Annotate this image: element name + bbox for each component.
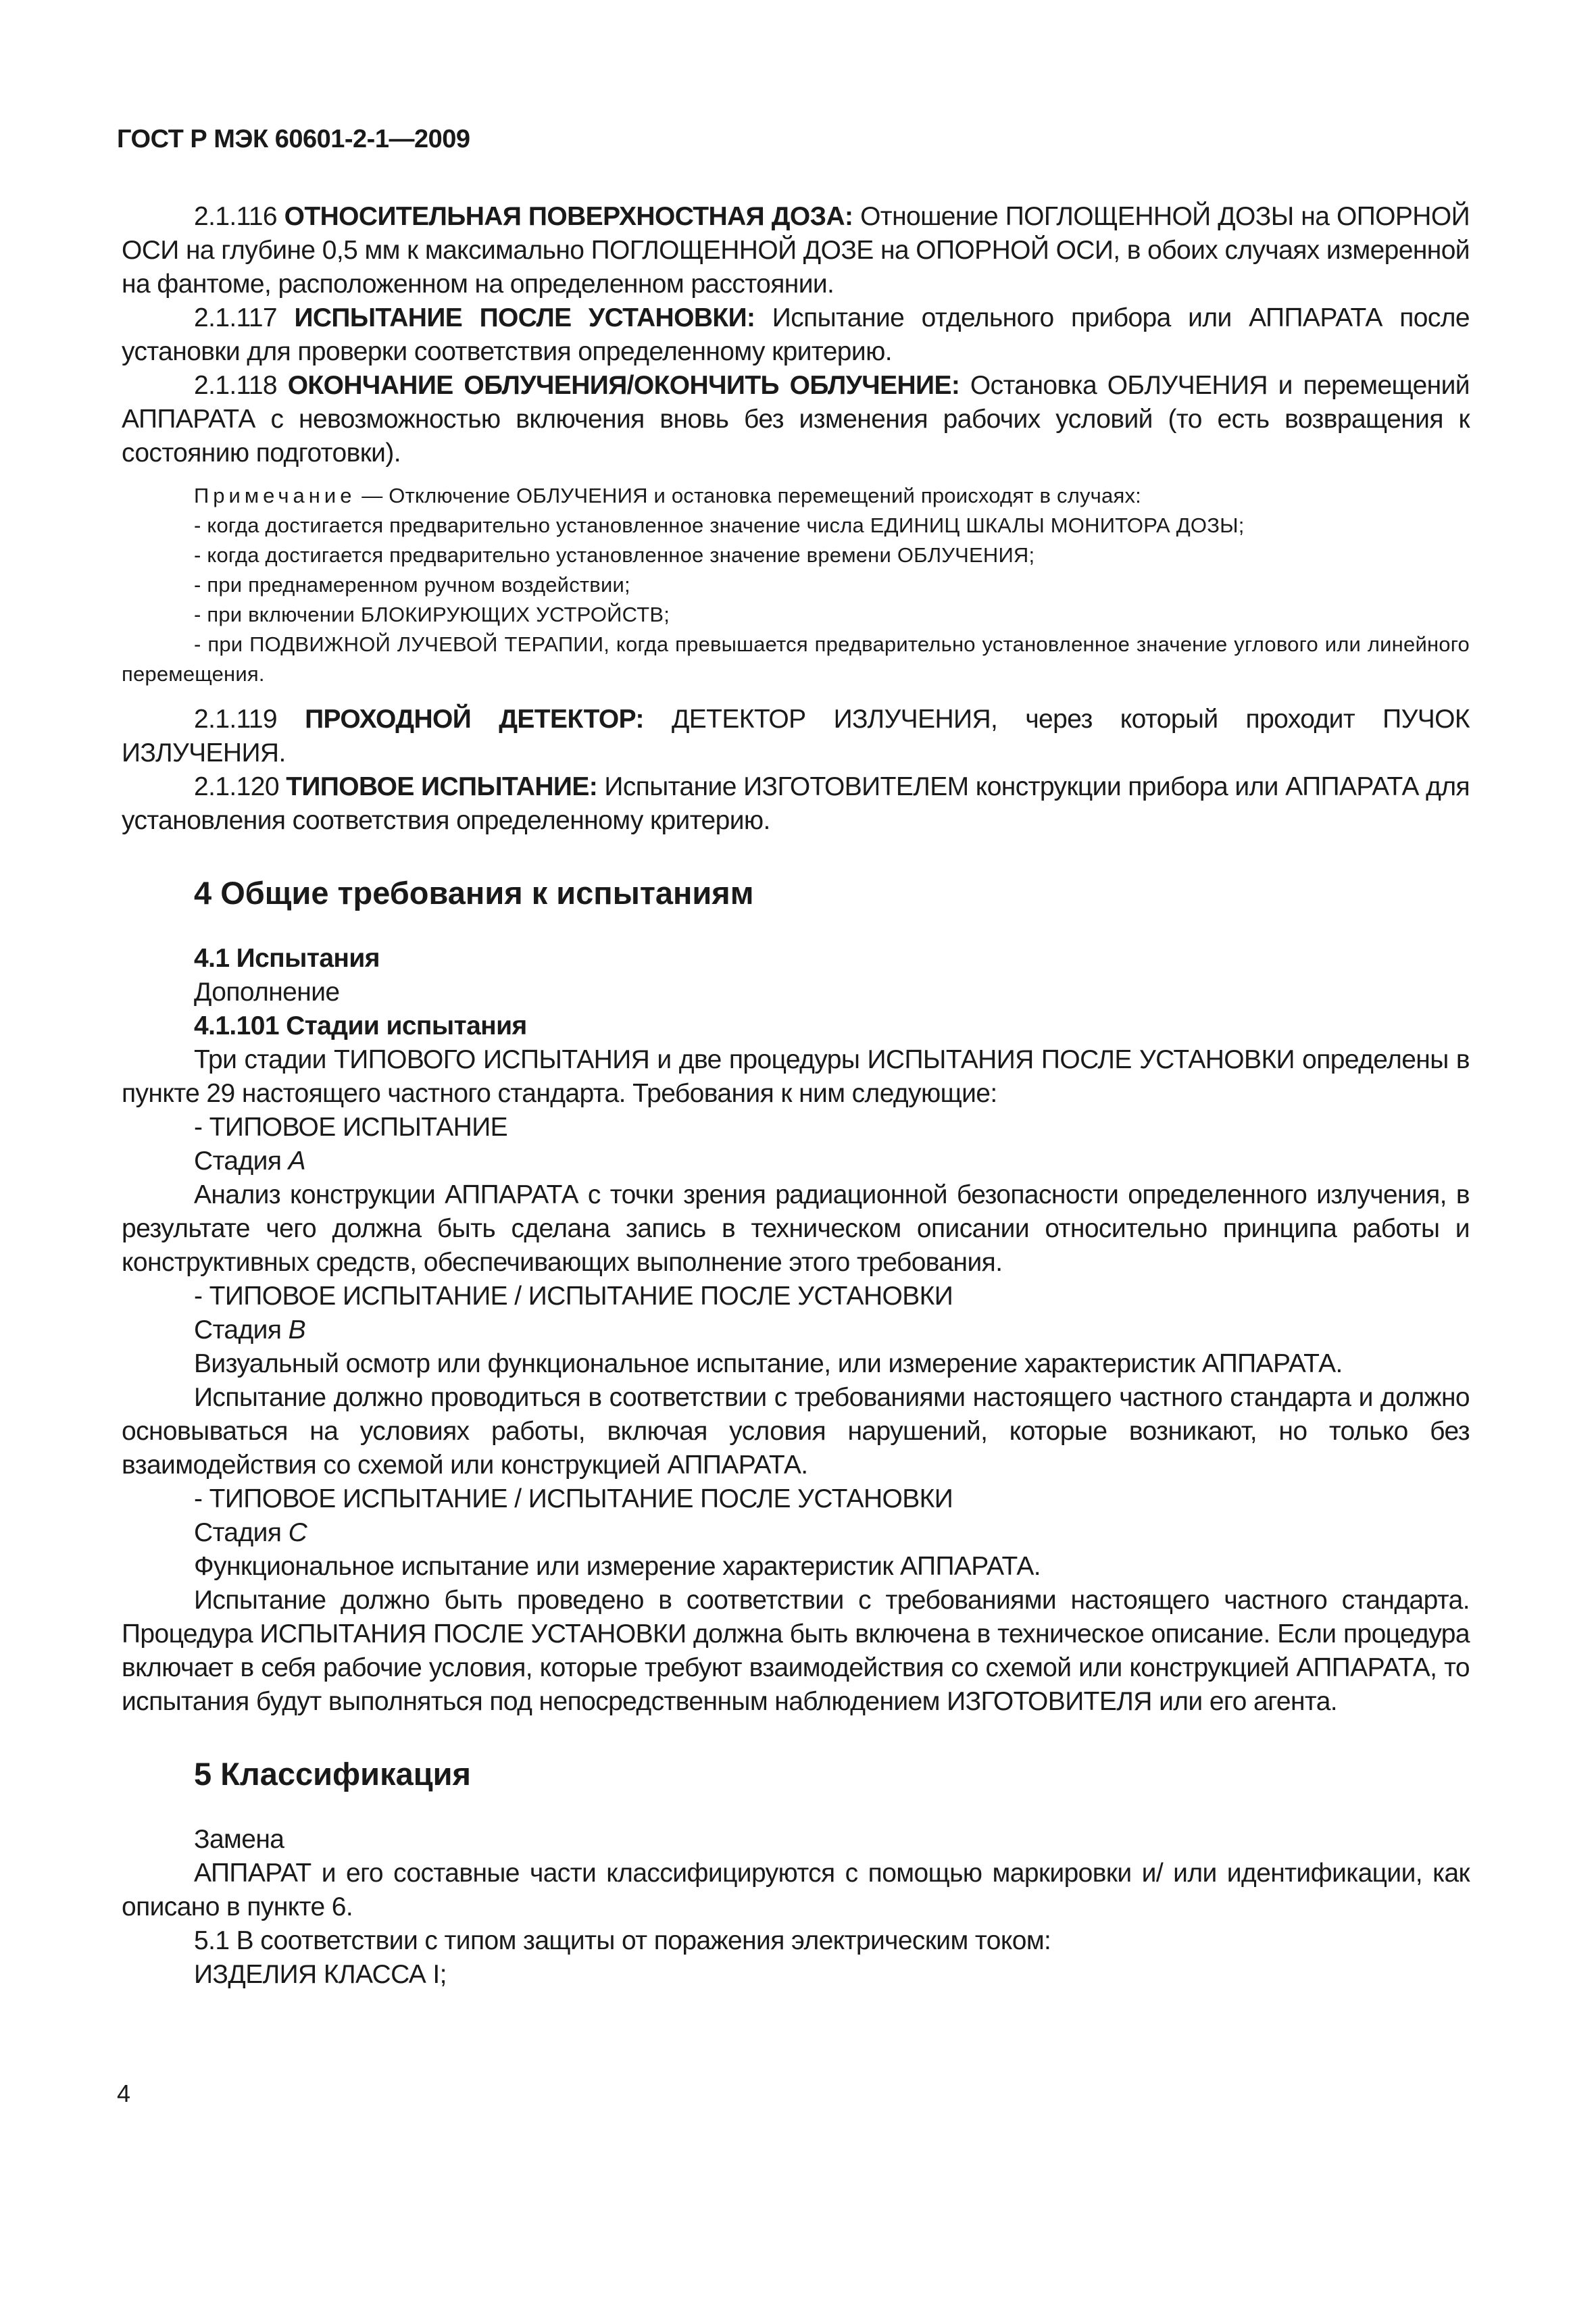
definition-2-1-117 bbox=[122, 301, 1470, 369]
definition-2-1-120 bbox=[122, 770, 1470, 838]
definition-term: ТИПОВОЕ ИСПЫТАНИЕ: bbox=[286, 772, 598, 801]
note-item: - когда достигается предварительно установленное значение числа ЕДИНИЦ ШКАЛЫ МОНИТОРА ДОЗЫ; bbox=[194, 513, 1245, 537]
note-item: - при преднамеренном ручном воздействии; bbox=[194, 573, 630, 597]
subsection-4-1-heading: 4.1 Испытания bbox=[194, 944, 380, 973]
definition-text: ДЕТЕКТОР ИЗЛУЧЕНИЯ, через который проходит ПУЧОК ИЗЛУЧЕНИЯ. bbox=[122, 705, 1470, 768]
definition-term: ПРОХОДНОЙ ДЕТЕКТОР: bbox=[305, 705, 644, 734]
note-block bbox=[122, 481, 1470, 689]
note-item: - при ПОДВИЖНОЙ ЛУЧЕВОЙ ТЕРАПИИ, когда превышается предварительно установленное значение углового или линейного перемещения. bbox=[122, 632, 1470, 686]
stage-a-heading bbox=[122, 1145, 1470, 1178]
definition-number: 2.1.119 bbox=[194, 705, 305, 734]
stage-b-type: - ТИПОВОЕ ИСПЫТАНИЕ / ИСПЫТАНИЕ ПОСЛЕ УСТАНОВКИ bbox=[194, 1282, 953, 1311]
stage-c-text-2: Испытание должно быть проведено в соответствии с требованиями настоящего частного стандарта. Процедура ИСПЫТАНИЯ ПОСЛЕ УСТАНОВКИ должна быть включена в техническое описание. Если процедура включает в себя рабочие условия, которые требуют взаимодействия со схемой или конструкцией АППАРАТА, то испытания будут выполняться под непосредственным наблюдением ИЗГОТОВИТЕЛЯ или его агента. bbox=[122, 1586, 1470, 1716]
stage-label: Стадия bbox=[194, 1315, 289, 1344]
stage-label: Стадия bbox=[194, 1147, 289, 1176]
stage-c-heading bbox=[122, 1516, 1470, 1550]
definition-text: Испытание отдельного прибора или АППАРАТА после установки для проверки соответствия определенному критерию. bbox=[122, 303, 1470, 366]
section-5-replacement: Замена bbox=[194, 1825, 284, 1854]
stage-a-text: Анализ конструкции АППАРАТА с точки зрения радиационной безопасности определенного излучения, в результате чего должна быть сделана запись в техническом описании относительно принципа работы и конструктивных средств, обеспечивающих выполнение этого требования. bbox=[122, 1180, 1470, 1277]
note-item: - при включении БЛОКИРУЮЩИХ УСТРОЙСТВ; bbox=[194, 603, 670, 626]
definition-text: Испытание ИЗГОТОВИТЕЛЕМ конструкции прибора или АППАРАТА для установления соответствия определенному критерию. bbox=[122, 772, 1470, 835]
subsection-4-1-101-heading: 4.1.101 Стадии испытания bbox=[194, 1011, 527, 1040]
stage-b-text-1: Визуальный осмотр или функциональное испытание, или измерение характеристик АППАРАТА. bbox=[194, 1349, 1343, 1378]
definition-number: 2.1.120 bbox=[194, 772, 286, 801]
definition-text: Отношение ПОГЛОЩЕННОЙ ДОЗЫ на ОПОРНОЙ ОСИ на глубине 0,5 мм к максимально ПОГЛОЩЕННОЙ ДОЗЕ на ОПОРНОЙ ОСИ, в обоих случаях измеренной на фантоме, расположенном на определенном расстоянии. bbox=[122, 202, 1470, 299]
definition-2-1-119 bbox=[122, 703, 1470, 770]
note-intro-text: — Отключение ОБЛУЧЕНИЯ и остановка перемещений происходят в случаях: bbox=[355, 484, 1141, 507]
definition-text: Остановка ОБЛУЧЕНИЯ и перемещений АППАРАТА с невозможностью включения вновь без изменения рабочих условий (то есть возвращения к состоянию подготовки). bbox=[122, 371, 1470, 468]
stage-c-text-1: Функциональное испытание или измерение характеристик АППАРАТА. bbox=[194, 1552, 1041, 1581]
definition-2-1-116 bbox=[122, 200, 1470, 301]
stage-a-type: - ТИПОВОЕ ИСПЫТАНИЕ bbox=[194, 1113, 508, 1142]
page-number: 4 bbox=[117, 2080, 131, 2107]
definition-number: 2.1.117 bbox=[194, 303, 295, 332]
stage-letter: В bbox=[288, 1315, 305, 1344]
definition-number: 2.1.116 bbox=[194, 202, 284, 231]
stage-label: Стадия bbox=[194, 1518, 289, 1547]
page-content bbox=[122, 200, 1470, 1992]
note-label: Примечание bbox=[194, 484, 356, 507]
section-4-heading: 4 Общие требования к испытаниям bbox=[194, 875, 754, 911]
definition-2-1-118 bbox=[122, 369, 1470, 470]
section-5-1-class: ИЗДЕЛИЯ КЛАССА I; bbox=[194, 1960, 447, 1989]
definition-number: 2.1.118 bbox=[194, 371, 288, 400]
document-header: ГОСТ Р МЭК 60601-2-1—2009 bbox=[117, 125, 470, 153]
stage-b-text-2: Испытание должно проводиться в соответствии с требованиями настоящего частного стандарта и должно основываться на условиях работы, включая условия нарушений, которые возникают, но только без взаимодействия со схемой или конструкцией АППАРАТА. bbox=[122, 1383, 1470, 1480]
stages-intro: Три стадии ТИПОВОГО ИСПЫТАНИЯ и две процедуры ИСПЫТАНИЯ ПОСЛЕ УСТАНОВКИ определены в пункте 29 настоящего частного стандарта. Требования к ним следующие: bbox=[122, 1045, 1470, 1108]
section-5-heading: 5 Классификация bbox=[194, 1756, 471, 1792]
section-5-1-item: 5.1 В соответствии с типом защиты от поражения электрическим током: bbox=[194, 1926, 1051, 1955]
definition-term: ИСПЫТАНИЕ ПОСЛЕ УСТАНОВКИ: bbox=[294, 303, 755, 332]
note-item: - когда достигается предварительно установленное значение времени ОБЛУЧЕНИЯ; bbox=[194, 543, 1035, 567]
stage-letter: С bbox=[288, 1518, 307, 1547]
note-intro bbox=[122, 481, 1470, 511]
definition-term: ОКОНЧАНИЕ ОБЛУЧЕНИЯ/ОКОНЧИТЬ ОБЛУЧЕНИЕ: bbox=[287, 371, 960, 400]
stage-b-heading bbox=[122, 1313, 1470, 1347]
stage-letter: А bbox=[288, 1147, 305, 1176]
subsection-4-1-note: Дополнение bbox=[194, 978, 340, 1007]
definition-term: ОТНОСИТЕЛЬНАЯ ПОВЕРХНОСТНАЯ ДОЗА: bbox=[284, 202, 853, 231]
stage-c-type: - ТИПОВОЕ ИСПЫТАНИЕ / ИСПЫТАНИЕ ПОСЛЕ УСТАНОВКИ bbox=[194, 1484, 953, 1513]
section-5-text: АППАРАТ и его составные части классифицируются с помощью маркировки и/ или идентификации, как описано в пункте 6. bbox=[122, 1859, 1470, 1921]
